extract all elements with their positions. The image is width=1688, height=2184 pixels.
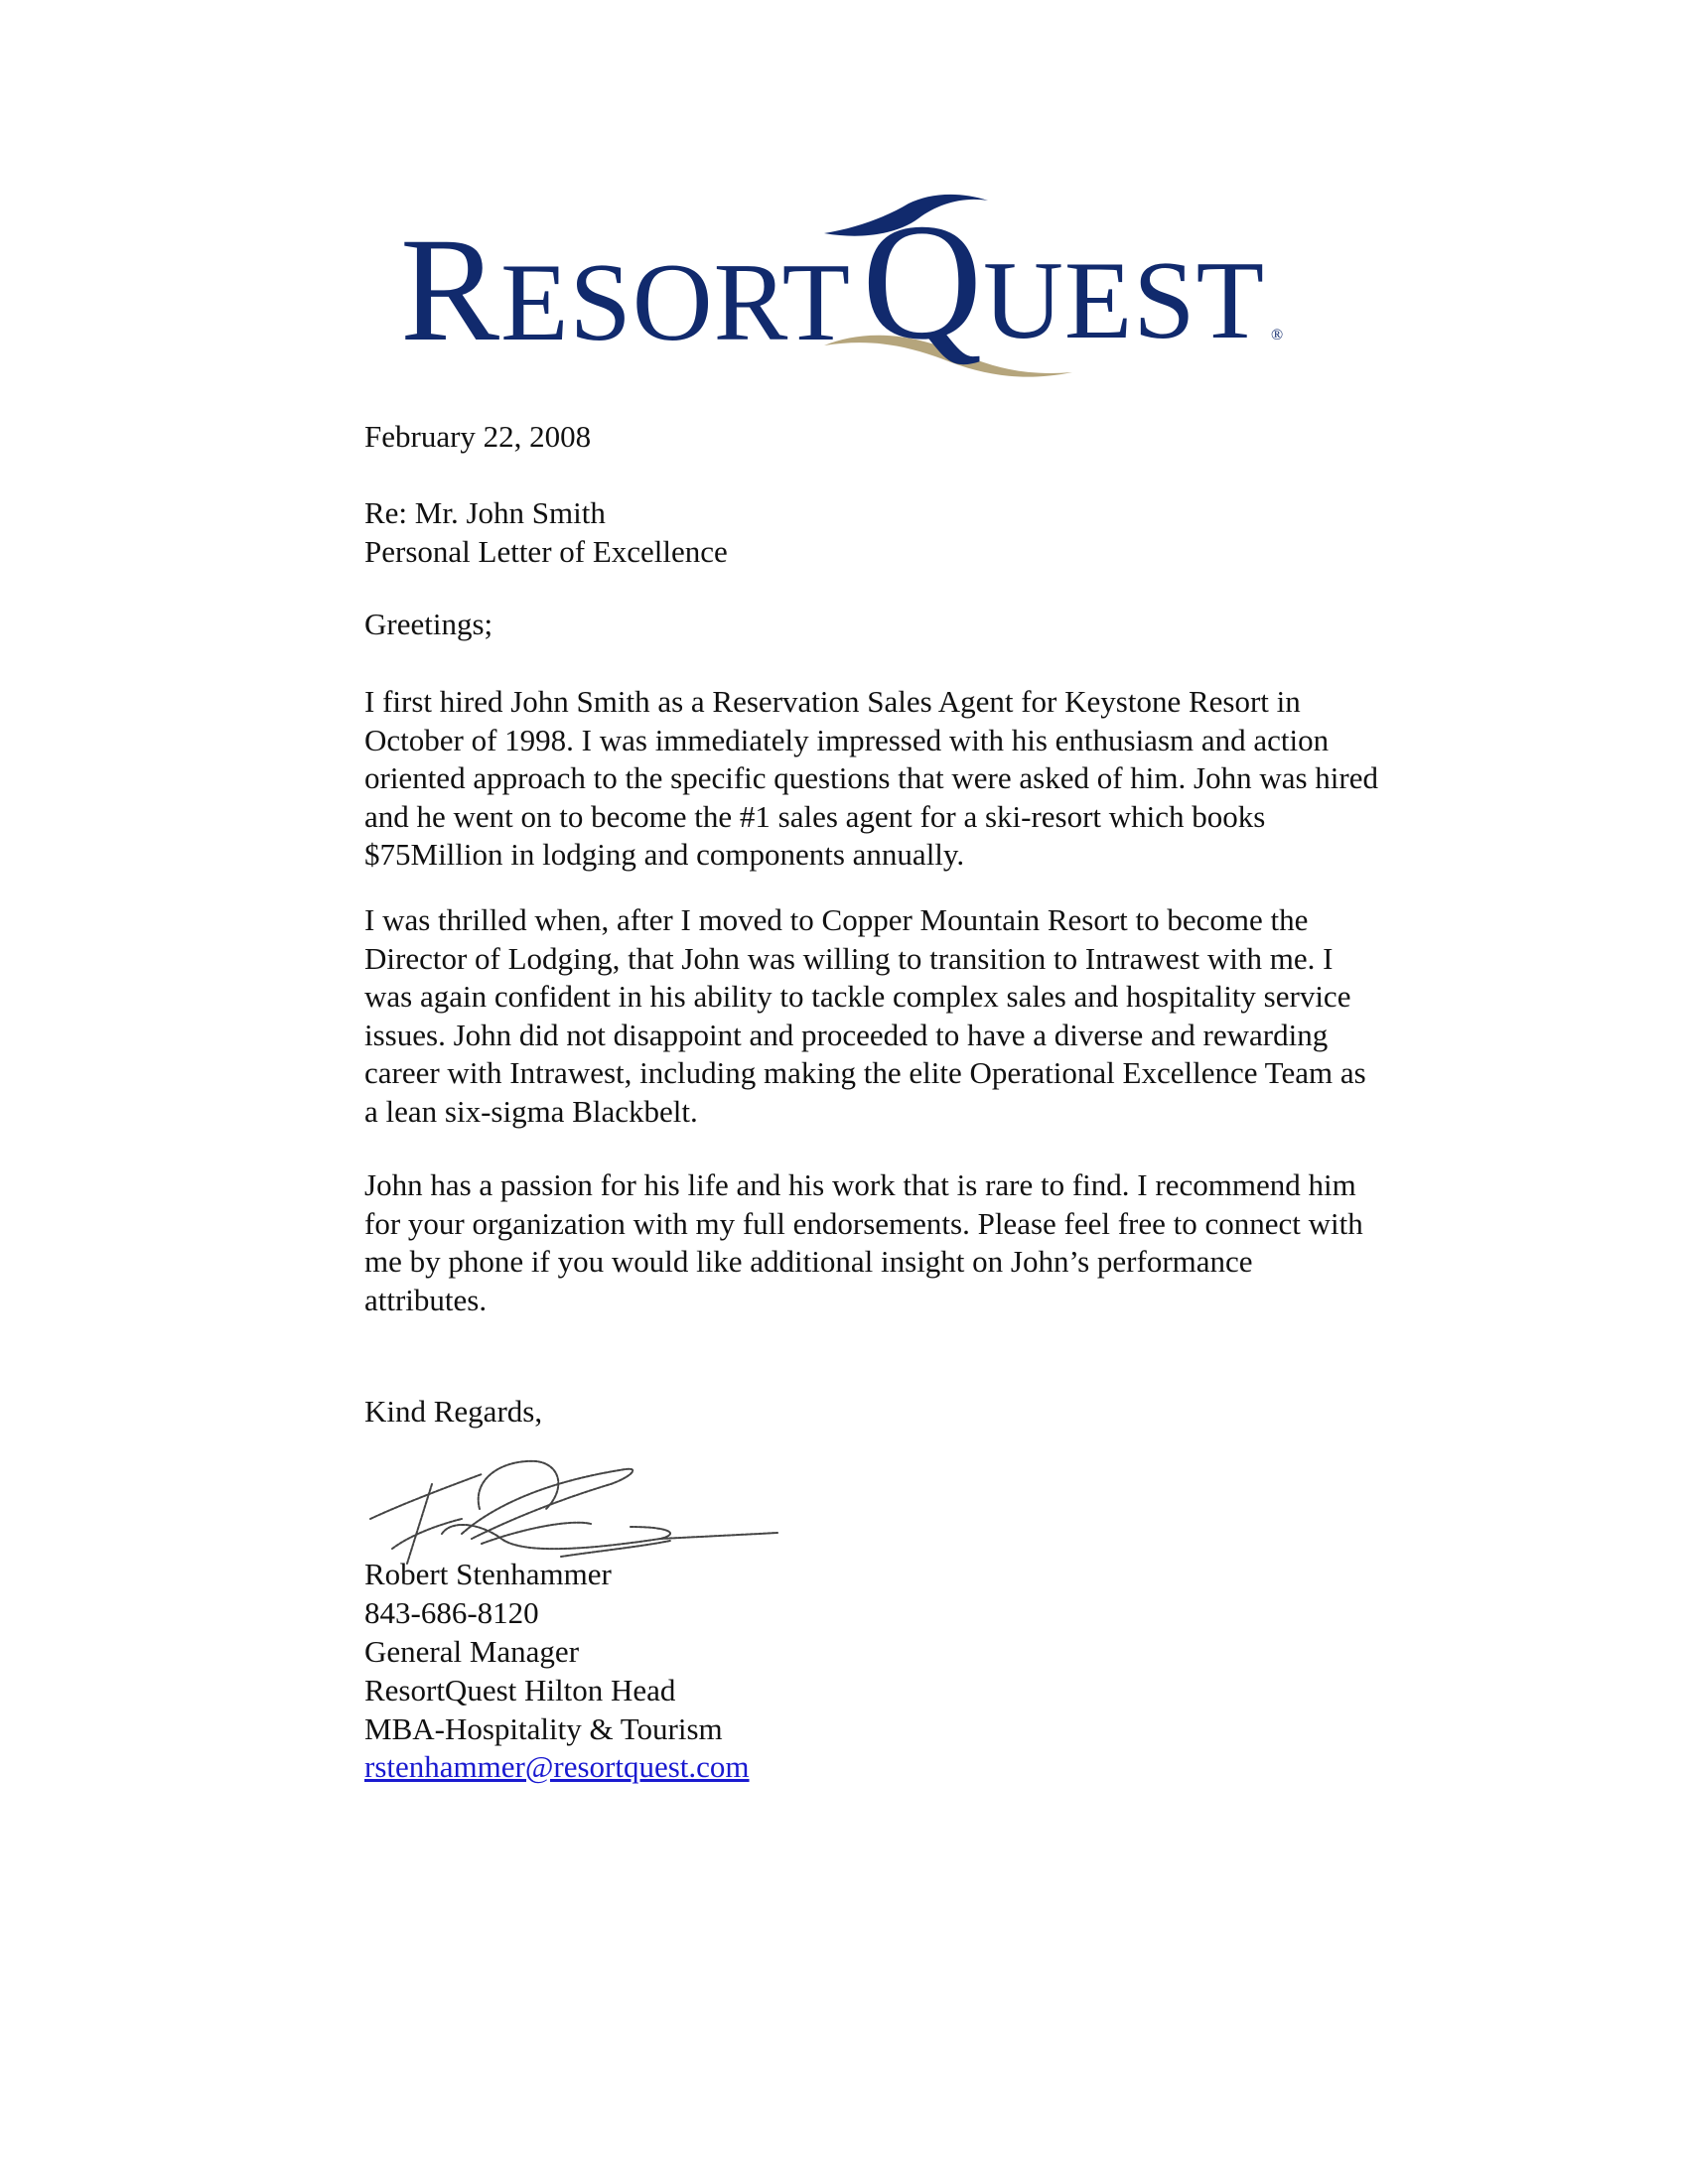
signer-email-link[interactable]: rstenhammer@resortquest.com xyxy=(364,1749,750,1784)
signer-title: General Manager xyxy=(364,1634,580,1669)
logo-text-esort: ESORT xyxy=(500,241,852,364)
registered-mark: ® xyxy=(1271,327,1284,343)
paragraph-line: I first hired John Smith as a Reservation Sales Agent for Keystone Resort in xyxy=(364,684,1301,719)
signer-name: Robert Stenhammer xyxy=(364,1557,612,1591)
paragraph-line: and he went on to become the #1 sales agent for a ski-resort which books xyxy=(364,798,1266,834)
signer-phone: 843-686-8120 xyxy=(364,1595,539,1630)
signer-credential: MBA-Hospitality & Tourism xyxy=(364,1711,723,1746)
handwritten-signature-icon xyxy=(362,1439,779,1569)
paragraph-2 xyxy=(364,901,1477,1132)
paragraph-line: $75Million in lodging and components annually. xyxy=(364,837,965,873)
letter-date: February 22, 2008 xyxy=(364,419,592,454)
subject-line-title: Personal Letter of Excellence xyxy=(364,534,728,569)
paragraph-line: Director of Lodging, that John was willing to transition to Intrawest with me. I xyxy=(364,940,1334,976)
paragraph-line: for your organization with my full endorsements. Please feel free to connect with xyxy=(364,1205,1363,1241)
paragraph-line: oriented approach to the specific questions that were asked of him. John was hired xyxy=(364,760,1378,796)
paragraph-line: a lean six-sigma Blackbelt. xyxy=(364,1093,698,1129)
paragraph-3 xyxy=(364,1166,1477,1319)
logo-text-uest: UEST xyxy=(983,239,1265,362)
paragraph-line: was again confident in his ability to tackle complex sales and hospitality service xyxy=(364,979,1351,1015)
signer-company: ResortQuest Hilton Head xyxy=(364,1673,676,1707)
resortquest-logo xyxy=(387,189,1301,387)
paragraph-line: October of 1998. I was immediately impressed with his enthusiasm and action xyxy=(364,722,1330,757)
closing: Kind Regards, xyxy=(364,1394,543,1429)
paragraph-line: I was thrilled when, after I moved to Copper Mountain Resort to become the xyxy=(364,902,1309,937)
paragraph-line: attributes. xyxy=(364,1282,488,1317)
subject-line-re: Re: Mr. John Smith xyxy=(364,495,606,530)
paragraph-line: me by phone if you would like additional insight on John’s performance xyxy=(364,1244,1253,1280)
logo-letter-r: R xyxy=(400,207,501,372)
paragraph-line: John has a passion for his life and his work that is rare to find. I recommend him xyxy=(364,1167,1356,1202)
paragraph-1 xyxy=(364,683,1477,875)
paragraph-line: career with Intrawest, including making the elite Operational Excellence Team as xyxy=(364,1055,1366,1091)
logo-letter-q: Q xyxy=(862,190,983,374)
paragraph-line: issues. John did not disappoint and proceeded to have a diverse and rewarding xyxy=(364,1017,1329,1052)
greeting: Greetings; xyxy=(364,607,493,641)
